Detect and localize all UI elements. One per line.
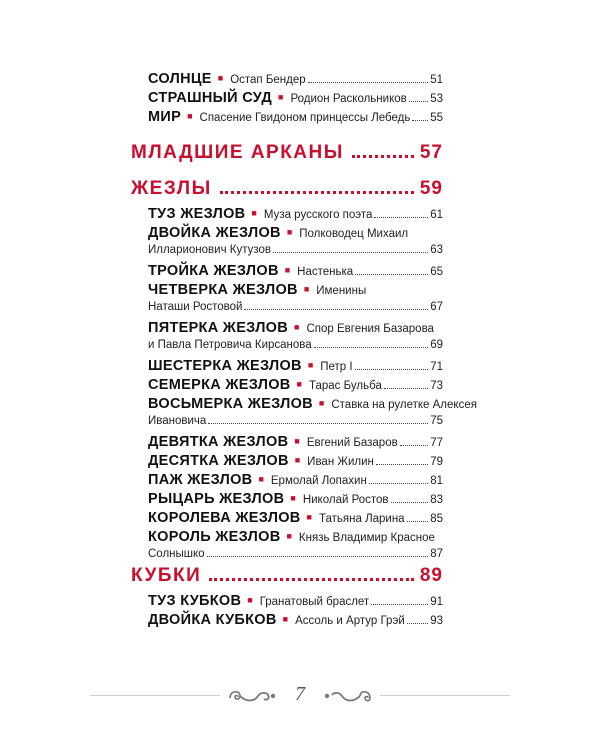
entry-description: Ассоль и Артур Грэй (295, 615, 405, 627)
entry-page-number: 61 (430, 209, 443, 221)
entry-page-number: 55 (430, 112, 443, 124)
toc-entry[interactable] (148, 510, 443, 529)
bullet-icon: ■ (290, 493, 296, 503)
entry-title: ДВОЙКА КУБКОВ (148, 612, 277, 628)
page-footer (90, 683, 510, 706)
dot-leader (314, 347, 429, 348)
bullet-icon: ■ (294, 455, 301, 465)
dot-leader (407, 521, 429, 522)
entry-description: Настенька (297, 266, 354, 278)
entry-title: ПЯТЕРКА ЖЕЗЛОВ (148, 320, 289, 336)
entry-title: ВОСЬМЕРКА ЖЕЗЛОВ (148, 396, 313, 412)
entry-description: Гранатовый браслет (259, 596, 370, 608)
toc-entry-line (148, 377, 443, 396)
entry-description: Николай Ростов (302, 494, 389, 506)
entry-page-number: 91 (430, 596, 443, 608)
dot-leader (208, 423, 428, 424)
bullet-icon: ■ (318, 398, 325, 408)
toc-entry-line (148, 510, 443, 529)
toc-entry-line (148, 320, 443, 339)
toc-entry-line (148, 282, 443, 301)
dot-leader (355, 274, 428, 275)
section-cups[interactable] (131, 565, 443, 587)
section-page-number: 89 (419, 565, 443, 586)
toc-entry-line (148, 593, 443, 612)
dot-leader (308, 82, 429, 83)
bullet-icon: ■ (306, 512, 312, 522)
toc-entry[interactable] (148, 396, 477, 434)
entry-page-number: 75 (430, 415, 443, 427)
toc-entry[interactable] (148, 377, 443, 396)
entry-title: МИР (148, 109, 182, 125)
entry-title: ТРОЙКА ЖЕЗЛОВ (148, 263, 279, 279)
entry-description: Ставка на рулетке Алексея (331, 399, 477, 411)
toc-entry[interactable] (148, 109, 443, 128)
toc-entry-line (148, 301, 443, 320)
dot-leader (407, 623, 428, 624)
entry-title: ЧЕТВЕРКА ЖЕЗЛОВ (148, 282, 298, 298)
entry-page-number: 85 (430, 513, 443, 525)
entry-page-number: 51 (430, 74, 443, 86)
toc-entry-line (148, 225, 443, 244)
toc-entry[interactable] (148, 90, 443, 109)
entry-page-number: 65 (430, 266, 443, 278)
entry-title: СОЛНЦЕ (148, 71, 212, 87)
entry-title: КОРОЛЬ ЖЕЗЛОВ (148, 529, 281, 545)
dot-leader (376, 464, 428, 465)
entry-title: ДЕВЯТКА ЖЕЗЛОВ (148, 434, 289, 450)
dot-leader (355, 369, 429, 370)
section-page-number: 57 (419, 142, 443, 163)
section-dot-leader (220, 191, 414, 194)
entry-description-continued: Ивановича (148, 415, 207, 427)
toc-entry[interactable] (148, 491, 443, 510)
toc-entry-line (148, 415, 443, 434)
toc-entry[interactable] (148, 358, 443, 377)
toc-entry[interactable] (148, 282, 443, 320)
dot-leader (384, 388, 428, 389)
dot-leader (391, 502, 429, 503)
entry-description: Татьяна Ларина (318, 513, 405, 525)
flourish-left-icon (226, 686, 278, 706)
entry-page-number: 83 (430, 494, 443, 506)
bullet-icon: ■ (307, 360, 314, 370)
entry-page-number: 77 (430, 437, 443, 449)
entry-page-number: 69 (430, 339, 443, 351)
bullet-icon: ■ (303, 284, 310, 294)
entry-description: Князь Владимир Красное (298, 532, 435, 544)
bullet-icon: ■ (251, 208, 257, 218)
entry-description: Петр I (320, 361, 353, 373)
entry-page-number: 93 (430, 615, 443, 627)
dot-leader (244, 309, 428, 310)
bullet-icon: ■ (217, 73, 224, 83)
section-dot-leader (209, 578, 414, 581)
section-title: МЛАДШИЕ АРКАНЫ (131, 142, 344, 163)
toc-entry-line (148, 529, 443, 548)
toc-entry[interactable] (148, 206, 443, 225)
section-wands[interactable] (131, 178, 443, 200)
entry-description: Евгений Базаров (306, 437, 398, 449)
section-page-number: 59 (419, 178, 443, 199)
entry-description: Родион Раскольников (290, 93, 407, 105)
bullet-icon: ■ (247, 595, 253, 605)
entry-page-number: 79 (430, 456, 443, 468)
toc-entry[interactable] (148, 472, 443, 491)
bullet-icon: ■ (286, 227, 293, 237)
toc-entry-line (148, 109, 443, 128)
dot-leader (207, 556, 429, 557)
section-title: КУБКИ (131, 565, 202, 586)
entry-description: Спасение Гвидоном принцессы Лебедь (199, 112, 411, 124)
entry-title: РЫЦАРЬ ЖЕЗЛОВ (148, 491, 285, 507)
bullet-icon: ■ (187, 111, 193, 121)
bullet-icon: ■ (284, 265, 291, 275)
toc-entry[interactable] (148, 263, 443, 282)
dot-leader (369, 483, 428, 484)
entry-title: ТУЗ ЖЕЗЛОВ (148, 206, 246, 222)
entry-description: Муза русского поэта (263, 209, 373, 221)
entry-page-number: 67 (430, 301, 443, 313)
entry-title: СТРАШНЫЙ СУД (148, 90, 273, 106)
toc-entry-line (148, 358, 443, 377)
entry-title: ДВОЙКА ЖЕЗЛОВ (148, 225, 281, 241)
entry-page-number: 87 (430, 548, 443, 560)
bullet-icon: ■ (278, 92, 284, 102)
bullet-icon: ■ (258, 474, 264, 484)
entry-page-number: 71 (430, 361, 443, 373)
entry-description-continued: и Павла Петровича Кирсанова (148, 339, 312, 351)
toc-entry[interactable] (148, 453, 443, 472)
dot-leader (400, 445, 428, 446)
toc-entry-line (148, 453, 443, 472)
bullet-icon: ■ (294, 322, 300, 332)
toc-entry[interactable] (148, 71, 443, 90)
entry-title: ДЕСЯТКА ЖЕЗЛОВ (148, 453, 289, 469)
toc-entry[interactable] (148, 320, 443, 358)
entry-description: Тарас Бульба (308, 380, 382, 392)
bullet-icon: ■ (296, 379, 302, 389)
entry-description: Полководец Михаил (299, 228, 409, 240)
entry-title: ШЕСТЕРКА ЖЕЗЛОВ (148, 358, 302, 374)
toc-entry-line (148, 612, 443, 631)
page-number: 7 (295, 683, 305, 705)
entry-title: КОРОЛЕВА ЖЕЗЛОВ (148, 510, 301, 526)
entry-description: Именины (316, 285, 367, 297)
footer-rule-right (380, 695, 510, 696)
entry-page-number: 81 (430, 475, 443, 487)
bullet-icon: ■ (294, 436, 300, 446)
entry-description: Ермолай Лопахин (270, 475, 367, 487)
toc-entry-line (148, 244, 443, 263)
entry-description-continued: Солнышко (148, 548, 205, 560)
dot-leader (374, 217, 428, 218)
flourish-right-icon (322, 686, 374, 706)
toc-entry[interactable] (148, 434, 443, 453)
entry-title: ТУЗ КУБКОВ (148, 593, 242, 609)
toc-entry-line (148, 396, 477, 415)
entry-description: Спор Евгения Базарова (306, 323, 434, 335)
section-minor-arcana[interactable] (131, 142, 443, 164)
toc-entry-line (148, 491, 443, 510)
entry-description: Иван Жилин (307, 456, 374, 468)
toc-entry-line (148, 263, 443, 282)
entry-description: Остап Бендер (230, 74, 306, 86)
entry-description-continued: Илларионович Кутузов (148, 244, 272, 256)
entry-page-number: 63 (430, 244, 443, 256)
toc-entry-line (148, 206, 443, 225)
toc-entry-line (148, 339, 443, 358)
bullet-icon: ■ (286, 531, 292, 541)
toc-entry[interactable] (148, 225, 443, 263)
toc-entry[interactable] (148, 612, 443, 631)
bullet-icon: ■ (282, 614, 289, 624)
toc-entry[interactable] (148, 529, 443, 567)
toc-entry-line (148, 434, 443, 453)
toc-entry-line (148, 90, 443, 109)
dot-leader (409, 101, 428, 102)
entry-title: СЕМЕРКА ЖЕЗЛОВ (148, 377, 291, 393)
toc-entry-line (148, 71, 443, 90)
toc-entry-line (148, 472, 443, 491)
entry-page-number: 73 (430, 380, 443, 392)
section-dot-leader (352, 155, 414, 158)
dot-leader (412, 120, 428, 121)
dot-leader (273, 252, 428, 253)
dot-leader (371, 604, 428, 605)
section-title: ЖЕЗЛЫ (131, 178, 212, 199)
toc-entry[interactable] (148, 593, 443, 612)
entry-page-number: 53 (430, 93, 443, 105)
entry-description-continued: Наташи Ростовой (148, 301, 243, 313)
entry-title: ПАЖ ЖЕЗЛОВ (148, 472, 253, 488)
footer-rule-left (90, 695, 220, 696)
